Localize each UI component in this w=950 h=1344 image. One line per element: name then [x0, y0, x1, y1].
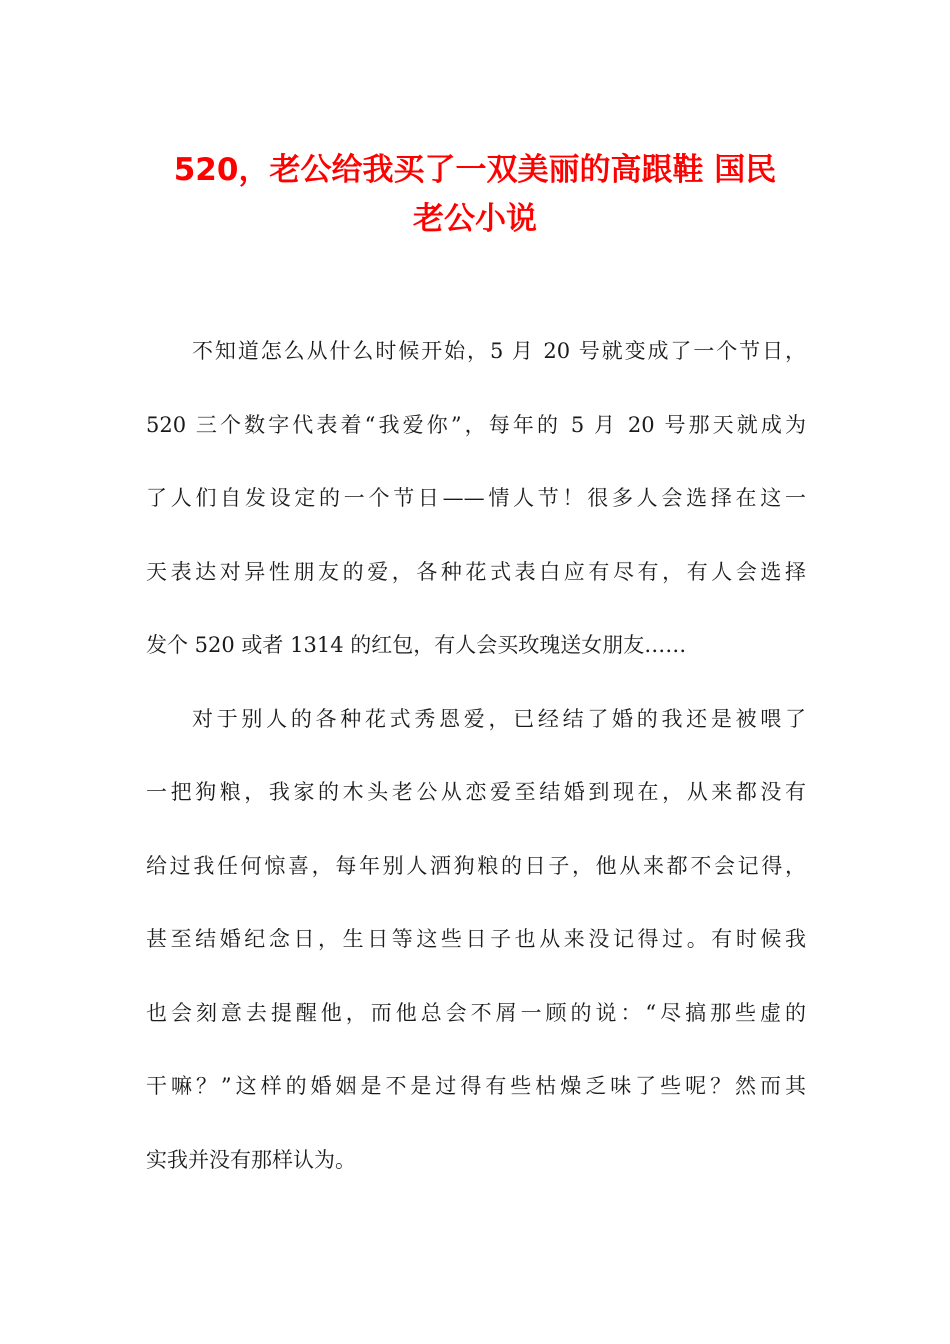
text-line: 了人们自发设定的一个节日——情人节！很多人会选择在这一: [146, 486, 806, 510]
text-line: 干嘛？”这样的婚姻是不是过得有些枯燥乏味了些呢？然而其: [146, 1074, 806, 1098]
text-line: 一把狗粮，我家的木头老公从恋爱至结婚到现在，从来都没有: [146, 780, 806, 804]
text-line: 发个 520 或者 1314 的红包，有人会买玫瑰送女朋友……: [146, 633, 687, 657]
text-line: 给过我任何惊喜，每年别人洒狗粮的日子，他从来都不会记得，: [146, 853, 806, 878]
text-line: 不知道怎么从什么时候开始，5 月 20 号就变成了一个节日，: [192, 339, 806, 363]
text-line: 实我并没有那样认为。: [146, 1147, 356, 1172]
text-line: 也会刻意去提醒他，而他总会不屑一顾的说：“尽搞那些虚的: [146, 1000, 806, 1025]
text-line: 对于别人的各种花式秀恩爱，已经结了婚的我还是被喂了: [192, 706, 806, 731]
article-body: [146, 328, 806, 1210]
document-title: [100, 146, 850, 244]
title-line: 老公小说: [413, 201, 537, 237]
text-line: 甚至结婚纪念日，生日等这些日子也从来没记得过。有时候我: [146, 927, 806, 951]
paragraph: [146, 696, 806, 1211]
text-line: 天表达对异性朋友的爱，各种花式表白应有尽有，有人会选择: [146, 559, 806, 584]
title-line: 520，老公给我买了一双美丽的高跟鞋 国民: [173, 152, 777, 188]
paragraph: [146, 328, 806, 696]
text-line: 520 三个数字代表着“我爱你”，每年的 5 月 20 号那天就成为: [146, 412, 806, 437]
